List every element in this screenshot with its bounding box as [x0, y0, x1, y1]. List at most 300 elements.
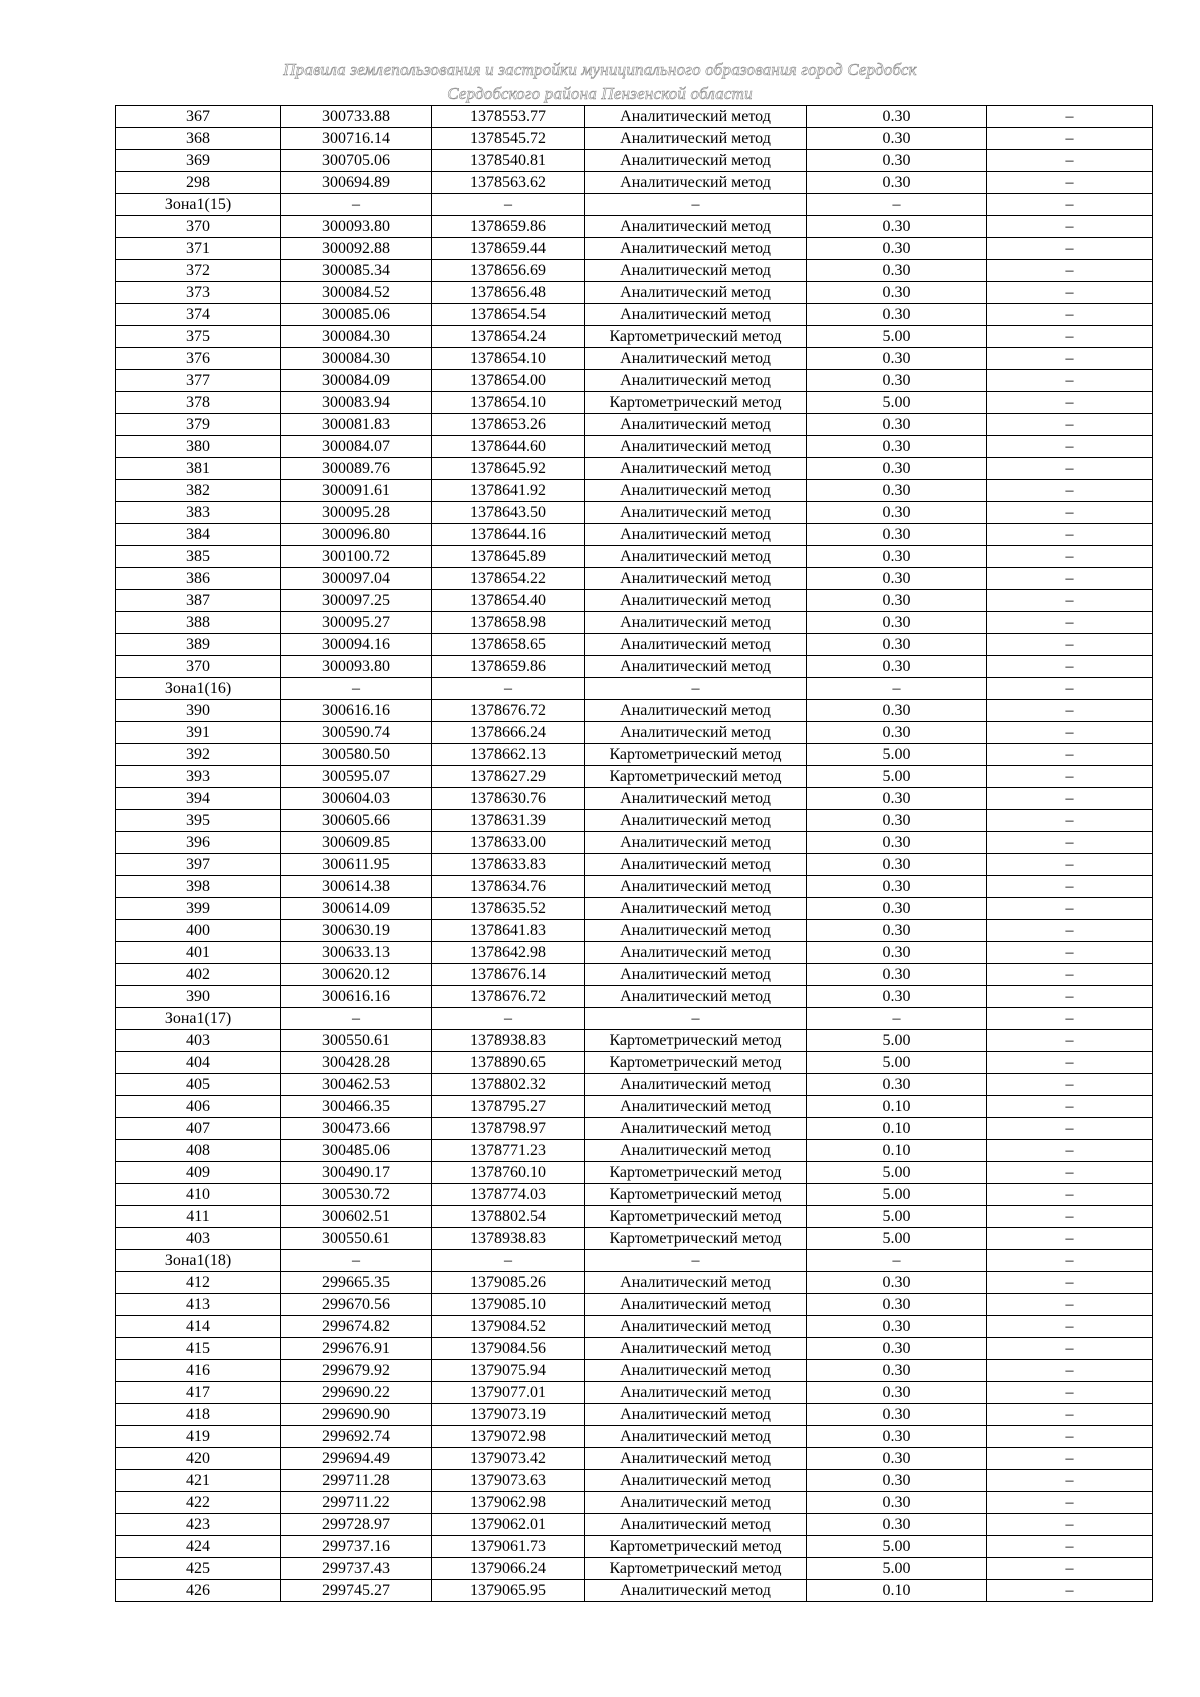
description-cell: – — [987, 898, 1153, 920]
method-cell: Аналитический метод — [585, 150, 807, 172]
point-number-cell: 379 — [116, 414, 281, 436]
accuracy-cell: – — [807, 1250, 987, 1272]
point-number-cell: 405 — [116, 1074, 281, 1096]
x-coordinate-cell: 300614.38 — [281, 876, 432, 898]
accuracy-cell: 0.30 — [807, 832, 987, 854]
method-cell: Аналитический метод — [585, 1514, 807, 1536]
point-number-cell: 369 — [116, 150, 281, 172]
x-coordinate-cell: 300466.35 — [281, 1096, 432, 1118]
x-coordinate-cell: 300084.09 — [281, 370, 432, 392]
accuracy-cell: 0.30 — [807, 1074, 987, 1096]
table-row — [116, 1074, 1153, 1096]
method-cell: Аналитический метод — [585, 436, 807, 458]
y-coordinate-cell: 1378563.62 — [432, 172, 585, 194]
accuracy-cell: 0.30 — [807, 722, 987, 744]
method-cell: Аналитический метод — [585, 524, 807, 546]
x-coordinate-cell: 300733.88 — [281, 106, 432, 128]
description-cell: – — [987, 304, 1153, 326]
y-coordinate-cell: 1378540.81 — [432, 150, 585, 172]
y-coordinate-cell: 1378634.76 — [432, 876, 585, 898]
point-number-cell: 396 — [116, 832, 281, 854]
method-cell: Картометрический метод — [585, 1030, 807, 1052]
description-cell: – — [987, 524, 1153, 546]
table-row — [116, 238, 1153, 260]
table-row — [116, 1426, 1153, 1448]
method-cell: Аналитический метод — [585, 414, 807, 436]
table-row — [116, 150, 1153, 172]
x-coordinate-cell: 299737.43 — [281, 1558, 432, 1580]
method-cell: Аналитический метод — [585, 172, 807, 194]
point-number-cell: 416 — [116, 1360, 281, 1382]
method-cell: Картометрический метод — [585, 1228, 807, 1250]
description-cell: – — [987, 766, 1153, 788]
accuracy-cell: 0.30 — [807, 238, 987, 260]
method-cell: Аналитический метод — [585, 854, 807, 876]
y-coordinate-cell: 1378553.77 — [432, 106, 585, 128]
description-cell: – — [987, 1514, 1153, 1536]
accuracy-cell: 0.10 — [807, 1580, 987, 1602]
method-cell: Аналитический метод — [585, 590, 807, 612]
y-coordinate-cell: 1379077.01 — [432, 1382, 585, 1404]
y-coordinate-cell: 1378642.98 — [432, 942, 585, 964]
x-coordinate-cell: – — [281, 678, 432, 700]
point-number-cell: 388 — [116, 612, 281, 634]
x-coordinate-cell: 300614.09 — [281, 898, 432, 920]
accuracy-cell: 0.30 — [807, 810, 987, 832]
description-cell: – — [987, 1118, 1153, 1140]
x-coordinate-cell: 300094.16 — [281, 634, 432, 656]
x-coordinate-cell: 300595.07 — [281, 766, 432, 788]
y-coordinate-cell: 1378802.54 — [432, 1206, 585, 1228]
table-row — [116, 1030, 1153, 1052]
accuracy-cell: 0.30 — [807, 1492, 987, 1514]
y-coordinate-cell: 1378641.92 — [432, 480, 585, 502]
y-coordinate-cell: 1378676.72 — [432, 986, 585, 1008]
y-coordinate-cell: 1378633.00 — [432, 832, 585, 854]
table-row — [116, 1294, 1153, 1316]
y-coordinate-cell: 1379065.95 — [432, 1580, 585, 1602]
y-coordinate-cell: 1378635.52 — [432, 898, 585, 920]
table-row — [116, 502, 1153, 524]
description-cell: – — [987, 392, 1153, 414]
x-coordinate-cell: 300694.89 — [281, 172, 432, 194]
x-coordinate-cell: 299694.49 — [281, 1448, 432, 1470]
point-number-cell: 298 — [116, 172, 281, 194]
x-coordinate-cell: 300605.66 — [281, 810, 432, 832]
y-coordinate-cell: 1379066.24 — [432, 1558, 585, 1580]
method-cell: Аналитический метод — [585, 370, 807, 392]
table-row — [116, 458, 1153, 480]
table-row — [116, 700, 1153, 722]
accuracy-cell: 0.10 — [807, 1118, 987, 1140]
x-coordinate-cell: 300100.72 — [281, 546, 432, 568]
x-coordinate-cell: 300490.17 — [281, 1162, 432, 1184]
description-cell: – — [987, 788, 1153, 810]
table-row — [116, 1316, 1153, 1338]
x-coordinate-cell: 300580.50 — [281, 744, 432, 766]
table-row — [116, 524, 1153, 546]
point-number-cell: 376 — [116, 348, 281, 370]
y-coordinate-cell: 1378676.72 — [432, 700, 585, 722]
description-cell: – — [987, 1228, 1153, 1250]
description-cell: – — [987, 1558, 1153, 1580]
description-cell: – — [987, 172, 1153, 194]
y-coordinate-cell: 1378545.72 — [432, 128, 585, 150]
accuracy-cell: 0.30 — [807, 502, 987, 524]
method-cell: Аналитический метод — [585, 634, 807, 656]
method-cell: Аналитический метод — [585, 898, 807, 920]
method-cell: Аналитический метод — [585, 832, 807, 854]
description-cell: – — [987, 216, 1153, 238]
x-coordinate-cell: 299674.82 — [281, 1316, 432, 1338]
accuracy-cell: – — [807, 1008, 987, 1030]
point-number-cell: 417 — [116, 1382, 281, 1404]
y-coordinate-cell: 1378798.97 — [432, 1118, 585, 1140]
table-row — [116, 106, 1153, 128]
description-cell: – — [987, 260, 1153, 282]
table-row — [116, 1052, 1153, 1074]
point-number-cell: 409 — [116, 1162, 281, 1184]
method-cell: Картометрический метод — [585, 1558, 807, 1580]
accuracy-cell: 5.00 — [807, 1536, 987, 1558]
point-number-cell: 401 — [116, 942, 281, 964]
table-row — [116, 348, 1153, 370]
method-cell: Аналитический метод — [585, 612, 807, 634]
method-cell: Аналитический метод — [585, 1140, 807, 1162]
accuracy-cell: 5.00 — [807, 1206, 987, 1228]
point-number-cell: 380 — [116, 436, 281, 458]
y-coordinate-cell: 1378654.22 — [432, 568, 585, 590]
point-number-cell: 372 — [116, 260, 281, 282]
description-cell: – — [987, 1580, 1153, 1602]
point-number-cell: 403 — [116, 1228, 281, 1250]
point-number-cell: 371 — [116, 238, 281, 260]
x-coordinate-cell: 300705.06 — [281, 150, 432, 172]
table-row — [116, 128, 1153, 150]
y-coordinate-cell: 1378631.39 — [432, 810, 585, 832]
x-coordinate-cell: 299679.92 — [281, 1360, 432, 1382]
point-number-cell: 383 — [116, 502, 281, 524]
zone-header-row — [116, 1250, 1153, 1272]
method-cell: Картометрический метод — [585, 392, 807, 414]
coordinates-table-body — [116, 106, 1153, 1602]
y-coordinate-cell: 1379075.94 — [432, 1360, 585, 1382]
point-number-cell: Зона1(15) — [116, 194, 281, 216]
table-row — [116, 1118, 1153, 1140]
accuracy-cell: 0.30 — [807, 1272, 987, 1294]
method-cell: Аналитический метод — [585, 1360, 807, 1382]
table-row — [116, 172, 1153, 194]
method-cell: Аналитический метод — [585, 568, 807, 590]
method-cell: Картометрический метод — [585, 766, 807, 788]
accuracy-cell: 0.30 — [807, 656, 987, 678]
y-coordinate-cell: 1378656.48 — [432, 282, 585, 304]
x-coordinate-cell: 300611.95 — [281, 854, 432, 876]
description-cell: – — [987, 326, 1153, 348]
table-row — [116, 282, 1153, 304]
table-row — [116, 744, 1153, 766]
method-cell: Аналитический метод — [585, 1272, 807, 1294]
accuracy-cell: 0.10 — [807, 1096, 987, 1118]
table-row — [116, 568, 1153, 590]
method-cell: Аналитический метод — [585, 1426, 807, 1448]
description-cell: – — [987, 1184, 1153, 1206]
accuracy-cell: 5.00 — [807, 1162, 987, 1184]
accuracy-cell: 5.00 — [807, 744, 987, 766]
y-coordinate-cell: 1379062.98 — [432, 1492, 585, 1514]
accuracy-cell: 0.30 — [807, 480, 987, 502]
zone-header-row — [116, 194, 1153, 216]
description-cell: – — [987, 480, 1153, 502]
description-cell: – — [987, 1074, 1153, 1096]
point-number-cell: 397 — [116, 854, 281, 876]
y-coordinate-cell: 1378658.65 — [432, 634, 585, 656]
y-coordinate-cell: 1378644.60 — [432, 436, 585, 458]
description-cell: – — [987, 590, 1153, 612]
table-row — [116, 612, 1153, 634]
description-cell: – — [987, 414, 1153, 436]
point-number-cell: 378 — [116, 392, 281, 414]
accuracy-cell: 0.30 — [807, 920, 987, 942]
point-number-cell: 408 — [116, 1140, 281, 1162]
description-cell: – — [987, 194, 1153, 216]
description-cell: – — [987, 370, 1153, 392]
x-coordinate-cell: 300084.30 — [281, 326, 432, 348]
accuracy-cell: 0.30 — [807, 1382, 987, 1404]
method-cell: – — [585, 1008, 807, 1030]
table-row — [116, 216, 1153, 238]
table-row — [116, 590, 1153, 612]
method-cell: Аналитический метод — [585, 1096, 807, 1118]
method-cell: Аналитический метод — [585, 260, 807, 282]
y-coordinate-cell: 1378643.50 — [432, 502, 585, 524]
y-coordinate-cell: 1378938.83 — [432, 1228, 585, 1250]
description-cell: – — [987, 436, 1153, 458]
table-row — [116, 370, 1153, 392]
accuracy-cell: 5.00 — [807, 1184, 987, 1206]
accuracy-cell: 0.30 — [807, 1316, 987, 1338]
y-coordinate-cell: 1378653.26 — [432, 414, 585, 436]
description-cell: – — [987, 238, 1153, 260]
point-number-cell: 386 — [116, 568, 281, 590]
description-cell: – — [987, 546, 1153, 568]
point-number-cell: Зона1(18) — [116, 1250, 281, 1272]
point-number-cell: 419 — [116, 1426, 281, 1448]
y-coordinate-cell: 1379073.42 — [432, 1448, 585, 1470]
point-number-cell: 422 — [116, 1492, 281, 1514]
point-number-cell: 374 — [116, 304, 281, 326]
x-coordinate-cell: 300633.13 — [281, 942, 432, 964]
table-row — [116, 722, 1153, 744]
x-coordinate-cell: 299745.27 — [281, 1580, 432, 1602]
method-cell: Аналитический метод — [585, 1074, 807, 1096]
table-row — [116, 1140, 1153, 1162]
x-coordinate-cell: 300550.61 — [281, 1030, 432, 1052]
table-row — [116, 1470, 1153, 1492]
description-cell: – — [987, 612, 1153, 634]
method-cell: Аналитический метод — [585, 106, 807, 128]
description-cell: – — [987, 964, 1153, 986]
method-cell: Аналитический метод — [585, 238, 807, 260]
point-number-cell: 390 — [116, 986, 281, 1008]
x-coordinate-cell: 300084.07 — [281, 436, 432, 458]
point-number-cell: 413 — [116, 1294, 281, 1316]
accuracy-cell: – — [807, 194, 987, 216]
x-coordinate-cell: 300550.61 — [281, 1228, 432, 1250]
method-cell: Аналитический метод — [585, 788, 807, 810]
table-row — [116, 1404, 1153, 1426]
table-row — [116, 810, 1153, 832]
table-row — [116, 1558, 1153, 1580]
accuracy-cell: 0.30 — [807, 1514, 987, 1536]
table-row — [116, 1272, 1153, 1294]
point-number-cell: 425 — [116, 1558, 281, 1580]
accuracy-cell: 0.30 — [807, 128, 987, 150]
x-coordinate-cell: 300093.80 — [281, 656, 432, 678]
method-cell: Аналитический метод — [585, 348, 807, 370]
x-coordinate-cell: 300091.61 — [281, 480, 432, 502]
point-number-cell: 381 — [116, 458, 281, 480]
accuracy-cell: 0.30 — [807, 436, 987, 458]
y-coordinate-cell: 1378630.76 — [432, 788, 585, 810]
table-row — [116, 1228, 1153, 1250]
method-cell: Аналитический метод — [585, 1448, 807, 1470]
y-coordinate-cell: 1378654.00 — [432, 370, 585, 392]
description-cell: – — [987, 656, 1153, 678]
method-cell: Картометрический метод — [585, 744, 807, 766]
description-cell: – — [987, 568, 1153, 590]
y-coordinate-cell: 1378659.86 — [432, 656, 585, 678]
accuracy-cell: 0.30 — [807, 348, 987, 370]
accuracy-cell: 0.30 — [807, 1448, 987, 1470]
method-cell: Аналитический метод — [585, 304, 807, 326]
accuracy-cell: 5.00 — [807, 1558, 987, 1580]
accuracy-cell: 0.30 — [807, 370, 987, 392]
accuracy-cell: 0.30 — [807, 546, 987, 568]
point-number-cell: 394 — [116, 788, 281, 810]
header-line-2: Сердобского района Пензенской области — [447, 84, 753, 103]
description-cell: – — [987, 1316, 1153, 1338]
point-number-cell: 407 — [116, 1118, 281, 1140]
description-cell: – — [987, 1162, 1153, 1184]
description-cell: – — [987, 1272, 1153, 1294]
method-cell: Картометрический метод — [585, 1184, 807, 1206]
point-number-cell: 414 — [116, 1316, 281, 1338]
point-number-cell: 418 — [116, 1404, 281, 1426]
method-cell: Аналитический метод — [585, 700, 807, 722]
accuracy-cell: 0.30 — [807, 942, 987, 964]
method-cell: Аналитический метод — [585, 1338, 807, 1360]
table-row — [116, 1382, 1153, 1404]
accuracy-cell: 5.00 — [807, 766, 987, 788]
method-cell: – — [585, 194, 807, 216]
accuracy-cell: 0.30 — [807, 854, 987, 876]
x-coordinate-cell: 300616.16 — [281, 986, 432, 1008]
x-coordinate-cell: 300616.16 — [281, 700, 432, 722]
description-cell: – — [987, 458, 1153, 480]
table-row — [116, 436, 1153, 458]
x-coordinate-cell: 300462.53 — [281, 1074, 432, 1096]
x-coordinate-cell: 299690.22 — [281, 1382, 432, 1404]
y-coordinate-cell: 1378662.13 — [432, 744, 585, 766]
point-number-cell: 377 — [116, 370, 281, 392]
y-coordinate-cell: 1378658.98 — [432, 612, 585, 634]
point-number-cell: 384 — [116, 524, 281, 546]
method-cell: Аналитический метод — [585, 876, 807, 898]
point-number-cell: 406 — [116, 1096, 281, 1118]
x-coordinate-cell: 299711.28 — [281, 1470, 432, 1492]
y-coordinate-cell: – — [432, 194, 585, 216]
y-coordinate-cell: 1378627.29 — [432, 766, 585, 788]
x-coordinate-cell: 300084.52 — [281, 282, 432, 304]
description-cell: – — [987, 810, 1153, 832]
x-coordinate-cell: 299728.97 — [281, 1514, 432, 1536]
x-coordinate-cell: – — [281, 1008, 432, 1030]
point-number-cell: 370 — [116, 216, 281, 238]
description-cell: – — [987, 1404, 1153, 1426]
x-coordinate-cell: 299676.91 — [281, 1338, 432, 1360]
method-cell: Картометрический метод — [585, 1536, 807, 1558]
method-cell: Аналитический метод — [585, 1294, 807, 1316]
accuracy-cell: 0.30 — [807, 590, 987, 612]
table-row — [116, 1492, 1153, 1514]
table-row — [116, 876, 1153, 898]
accuracy-cell: 0.30 — [807, 898, 987, 920]
description-cell: – — [987, 502, 1153, 524]
x-coordinate-cell: 299711.22 — [281, 1492, 432, 1514]
method-cell: Аналитический метод — [585, 480, 807, 502]
point-number-cell: 382 — [116, 480, 281, 502]
accuracy-cell: 0.30 — [807, 216, 987, 238]
point-number-cell: 389 — [116, 634, 281, 656]
y-coordinate-cell: 1379084.52 — [432, 1316, 585, 1338]
point-number-cell: 403 — [116, 1030, 281, 1052]
x-coordinate-cell: 300092.88 — [281, 238, 432, 260]
method-cell: Аналитический метод — [585, 1382, 807, 1404]
table-row — [116, 480, 1153, 502]
x-coordinate-cell: 300085.06 — [281, 304, 432, 326]
description-cell: – — [987, 678, 1153, 700]
accuracy-cell: 0.30 — [807, 458, 987, 480]
accuracy-cell: 0.10 — [807, 1140, 987, 1162]
accuracy-cell: – — [807, 678, 987, 700]
x-coordinate-cell: 300428.28 — [281, 1052, 432, 1074]
accuracy-cell: 0.30 — [807, 964, 987, 986]
y-coordinate-cell: 1379061.73 — [432, 1536, 585, 1558]
method-cell: Аналитический метод — [585, 282, 807, 304]
y-coordinate-cell: 1378659.44 — [432, 238, 585, 260]
x-coordinate-cell: 300089.76 — [281, 458, 432, 480]
x-coordinate-cell: 300083.94 — [281, 392, 432, 414]
table-row — [116, 260, 1153, 282]
y-coordinate-cell: 1379085.10 — [432, 1294, 585, 1316]
method-cell: Аналитический метод — [585, 546, 807, 568]
accuracy-cell: 5.00 — [807, 1030, 987, 1052]
y-coordinate-cell: 1379072.98 — [432, 1426, 585, 1448]
y-coordinate-cell: 1378802.32 — [432, 1074, 585, 1096]
method-cell: Картометрический метод — [585, 1162, 807, 1184]
x-coordinate-cell: 300473.66 — [281, 1118, 432, 1140]
table-row — [116, 1448, 1153, 1470]
table-row — [116, 1206, 1153, 1228]
accuracy-cell: 0.30 — [807, 568, 987, 590]
accuracy-cell: 5.00 — [807, 392, 987, 414]
y-coordinate-cell: 1378645.89 — [432, 546, 585, 568]
y-coordinate-cell: 1378656.69 — [432, 260, 585, 282]
point-number-cell: Зона1(17) — [116, 1008, 281, 1030]
description-cell: – — [987, 1140, 1153, 1162]
description-cell: – — [987, 700, 1153, 722]
